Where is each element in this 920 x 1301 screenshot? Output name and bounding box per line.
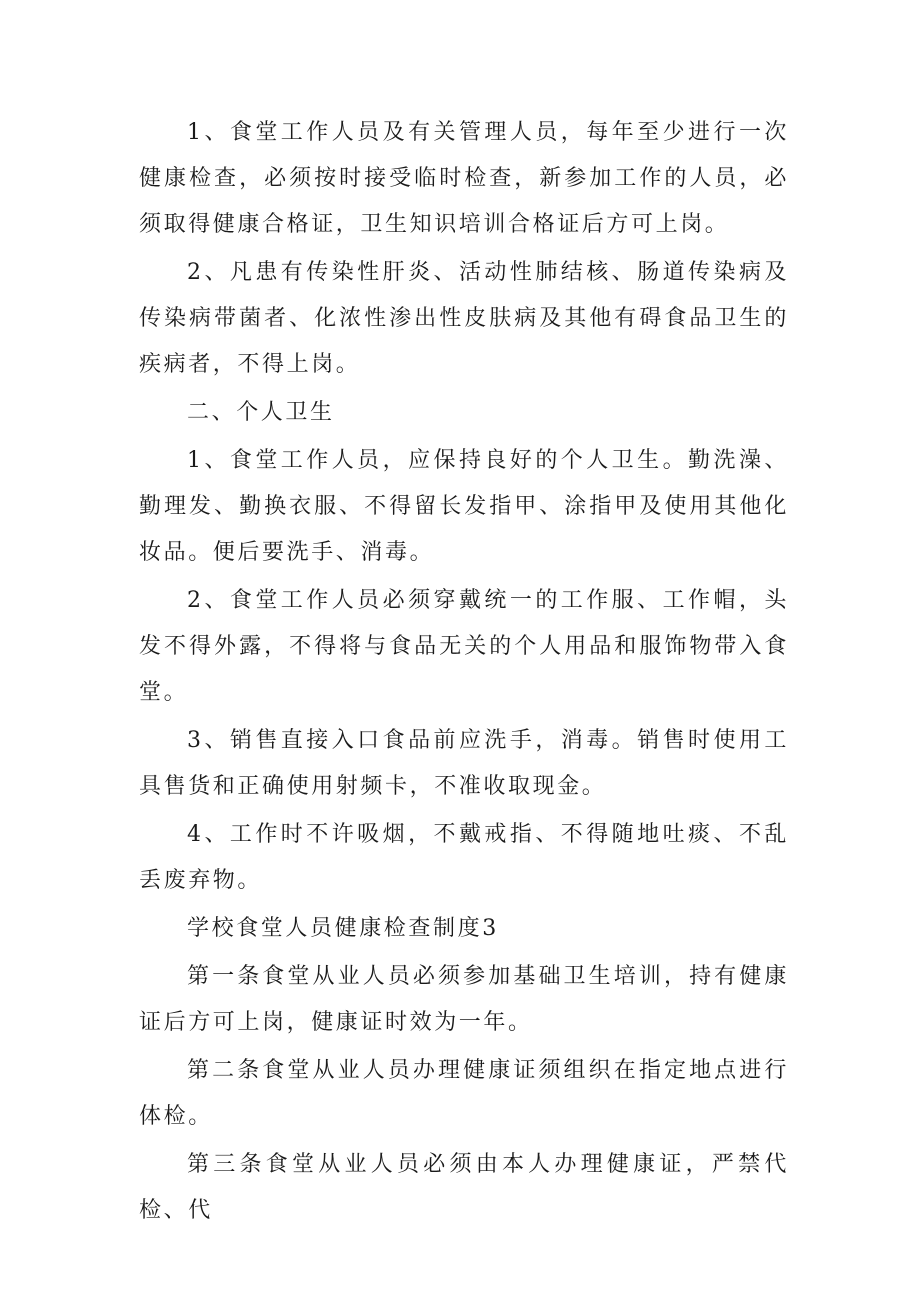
paragraph-uniform: 2、食堂工作人员必须穿戴统一的工作服、工作帽，头发不得外露，不得将与食品无关的个人用品和服饰物带入食堂。: [139, 588, 789, 705]
article-2: 第二条食堂从业人员办理健康证须组织在指定地点进行体检。: [139, 1058, 789, 1129]
paragraph-sales-hygiene: 3、销售直接入口食品前应洗手，消毒。销售时使用工具售货和正确使用射频卡，不准收取现金。: [139, 728, 789, 799]
paragraph-work-conduct: 4、工作时不许吸烟，不戴戒指、不得随地吐痰、不乱丢废弃物。: [139, 822, 789, 893]
paragraph-health-check: 1、食堂工作人员及有关管理人员，每年至少进行一次健康检查，必须按时接受临时检查，新参加工作的人员，必须取得健康合格证，卫生知识培训合格证后方可上岗。: [139, 120, 789, 237]
document-body: [139, 110, 789, 1234]
paragraph-disease-restriction: 2、凡患有传染性肝炎、活动性肺结核、肠道传染病及传染病带菌者、化浓性渗出性皮肤病及其他有碍食品卫生的疾病者，不得上岗。: [139, 260, 789, 377]
section-title-health-check-system-3: 学校食堂人员健康检查制度3: [187, 916, 499, 941]
section-heading-personal-hygiene: 二、个人卫生: [187, 400, 335, 425]
article-1: 第一条食堂从业人员必须参加基础卫生培训，持有健康证后方可上岗，健康证时效为一年。: [139, 964, 789, 1035]
article-3: 第三条食堂从业人员必须由本人办理健康证，严禁代检、代: [139, 1152, 789, 1223]
paragraph-personal-hygiene: 1、食堂工作人员，应保持良好的个人卫生。勤洗澡、勤理发、勤换衣服、不得留长发指甲、涂指甲及使用其他化妆品。便后要洗手、消毒。: [139, 448, 789, 565]
